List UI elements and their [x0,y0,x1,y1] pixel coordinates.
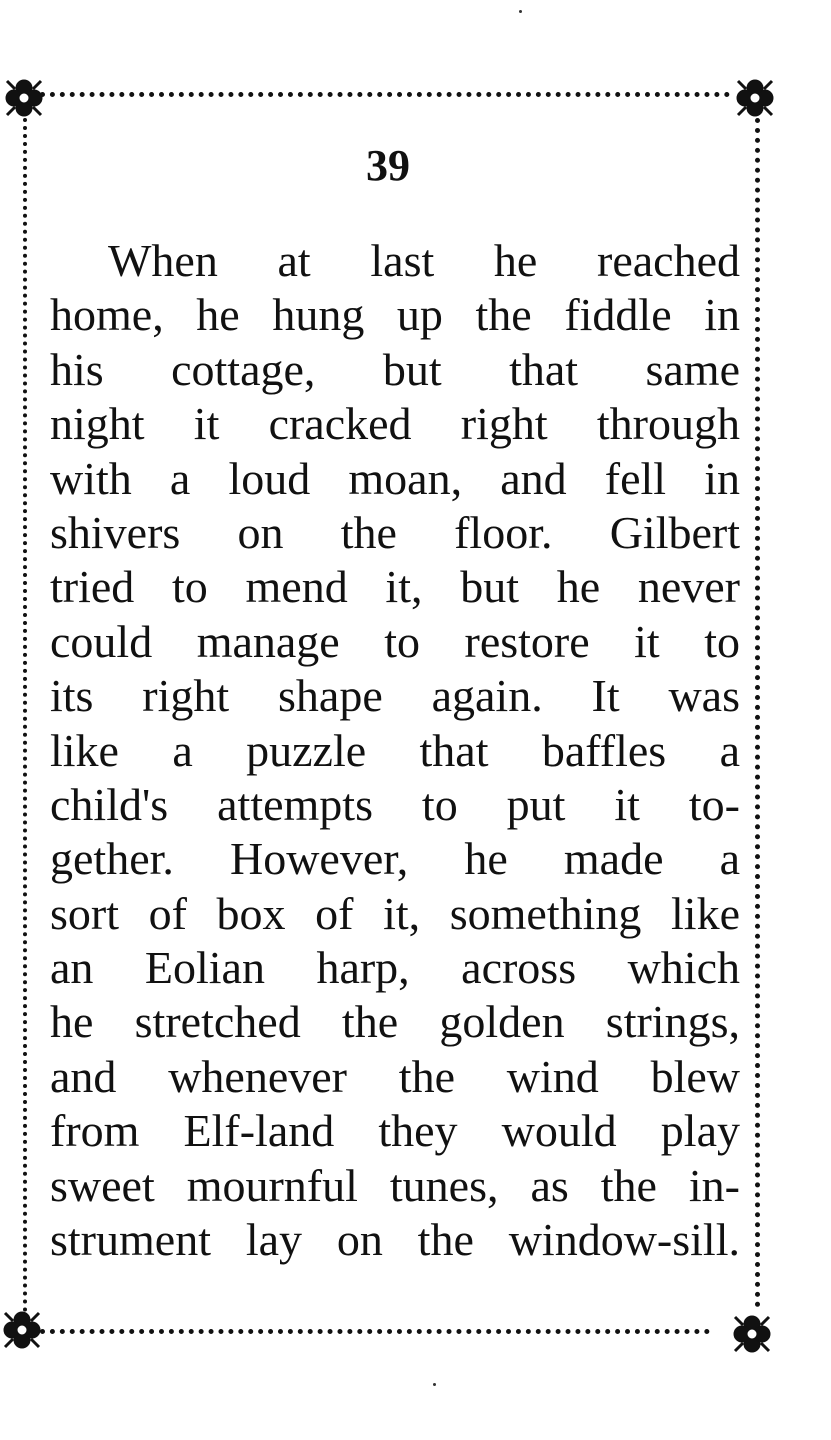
dotted-border-right [755,118,760,1308]
body-text [50,234,740,1267]
text-line: like a puzzle that baffles a [50,724,740,776]
dotted-border-top [40,92,730,97]
text-line: could manage to restore it to [50,615,740,667]
text-line: night it cracked right through [50,398,740,450]
text-line: When at last he reached [108,235,740,286]
text-line: with a loud moan, and fell in [50,452,740,504]
page-number: 39 [366,141,410,190]
print-speck [433,1383,436,1386]
text-line: shivers on the floor. Gilbert [50,506,740,558]
text-line: his cottage, but that same [50,343,740,395]
text-line: home, he hung up the fiddle in [50,289,740,341]
print-speck [519,10,522,13]
text-line: from Elf-land they would play [50,1105,740,1157]
text-line: strument lay on the window-sill. [50,1214,740,1266]
corner-ornament-bottom-left-icon [0,1308,44,1352]
text-line: gether. However, he made a [50,833,740,885]
text-line: he stretched the golden strings, [50,996,740,1048]
text-line: sweet mournful tunes, as the in- [50,1159,740,1211]
text-line: tried to mend it, but he never [50,561,740,613]
text-line: and whenever the wind blew [50,1050,740,1102]
corner-ornament-top-left-icon [2,76,46,120]
dotted-border-left [23,118,27,1313]
text-line: its right shape again. It was [50,670,740,722]
text-line: an Eolian harp, across which [50,942,740,994]
text-line: child's attempts to put it to- [50,778,740,830]
dotted-border-bottom [40,1329,710,1334]
corner-ornament-bottom-right-icon [730,1312,774,1356]
text-line: sort of box of it, something like [50,887,740,939]
corner-ornament-top-right-icon [733,76,777,120]
